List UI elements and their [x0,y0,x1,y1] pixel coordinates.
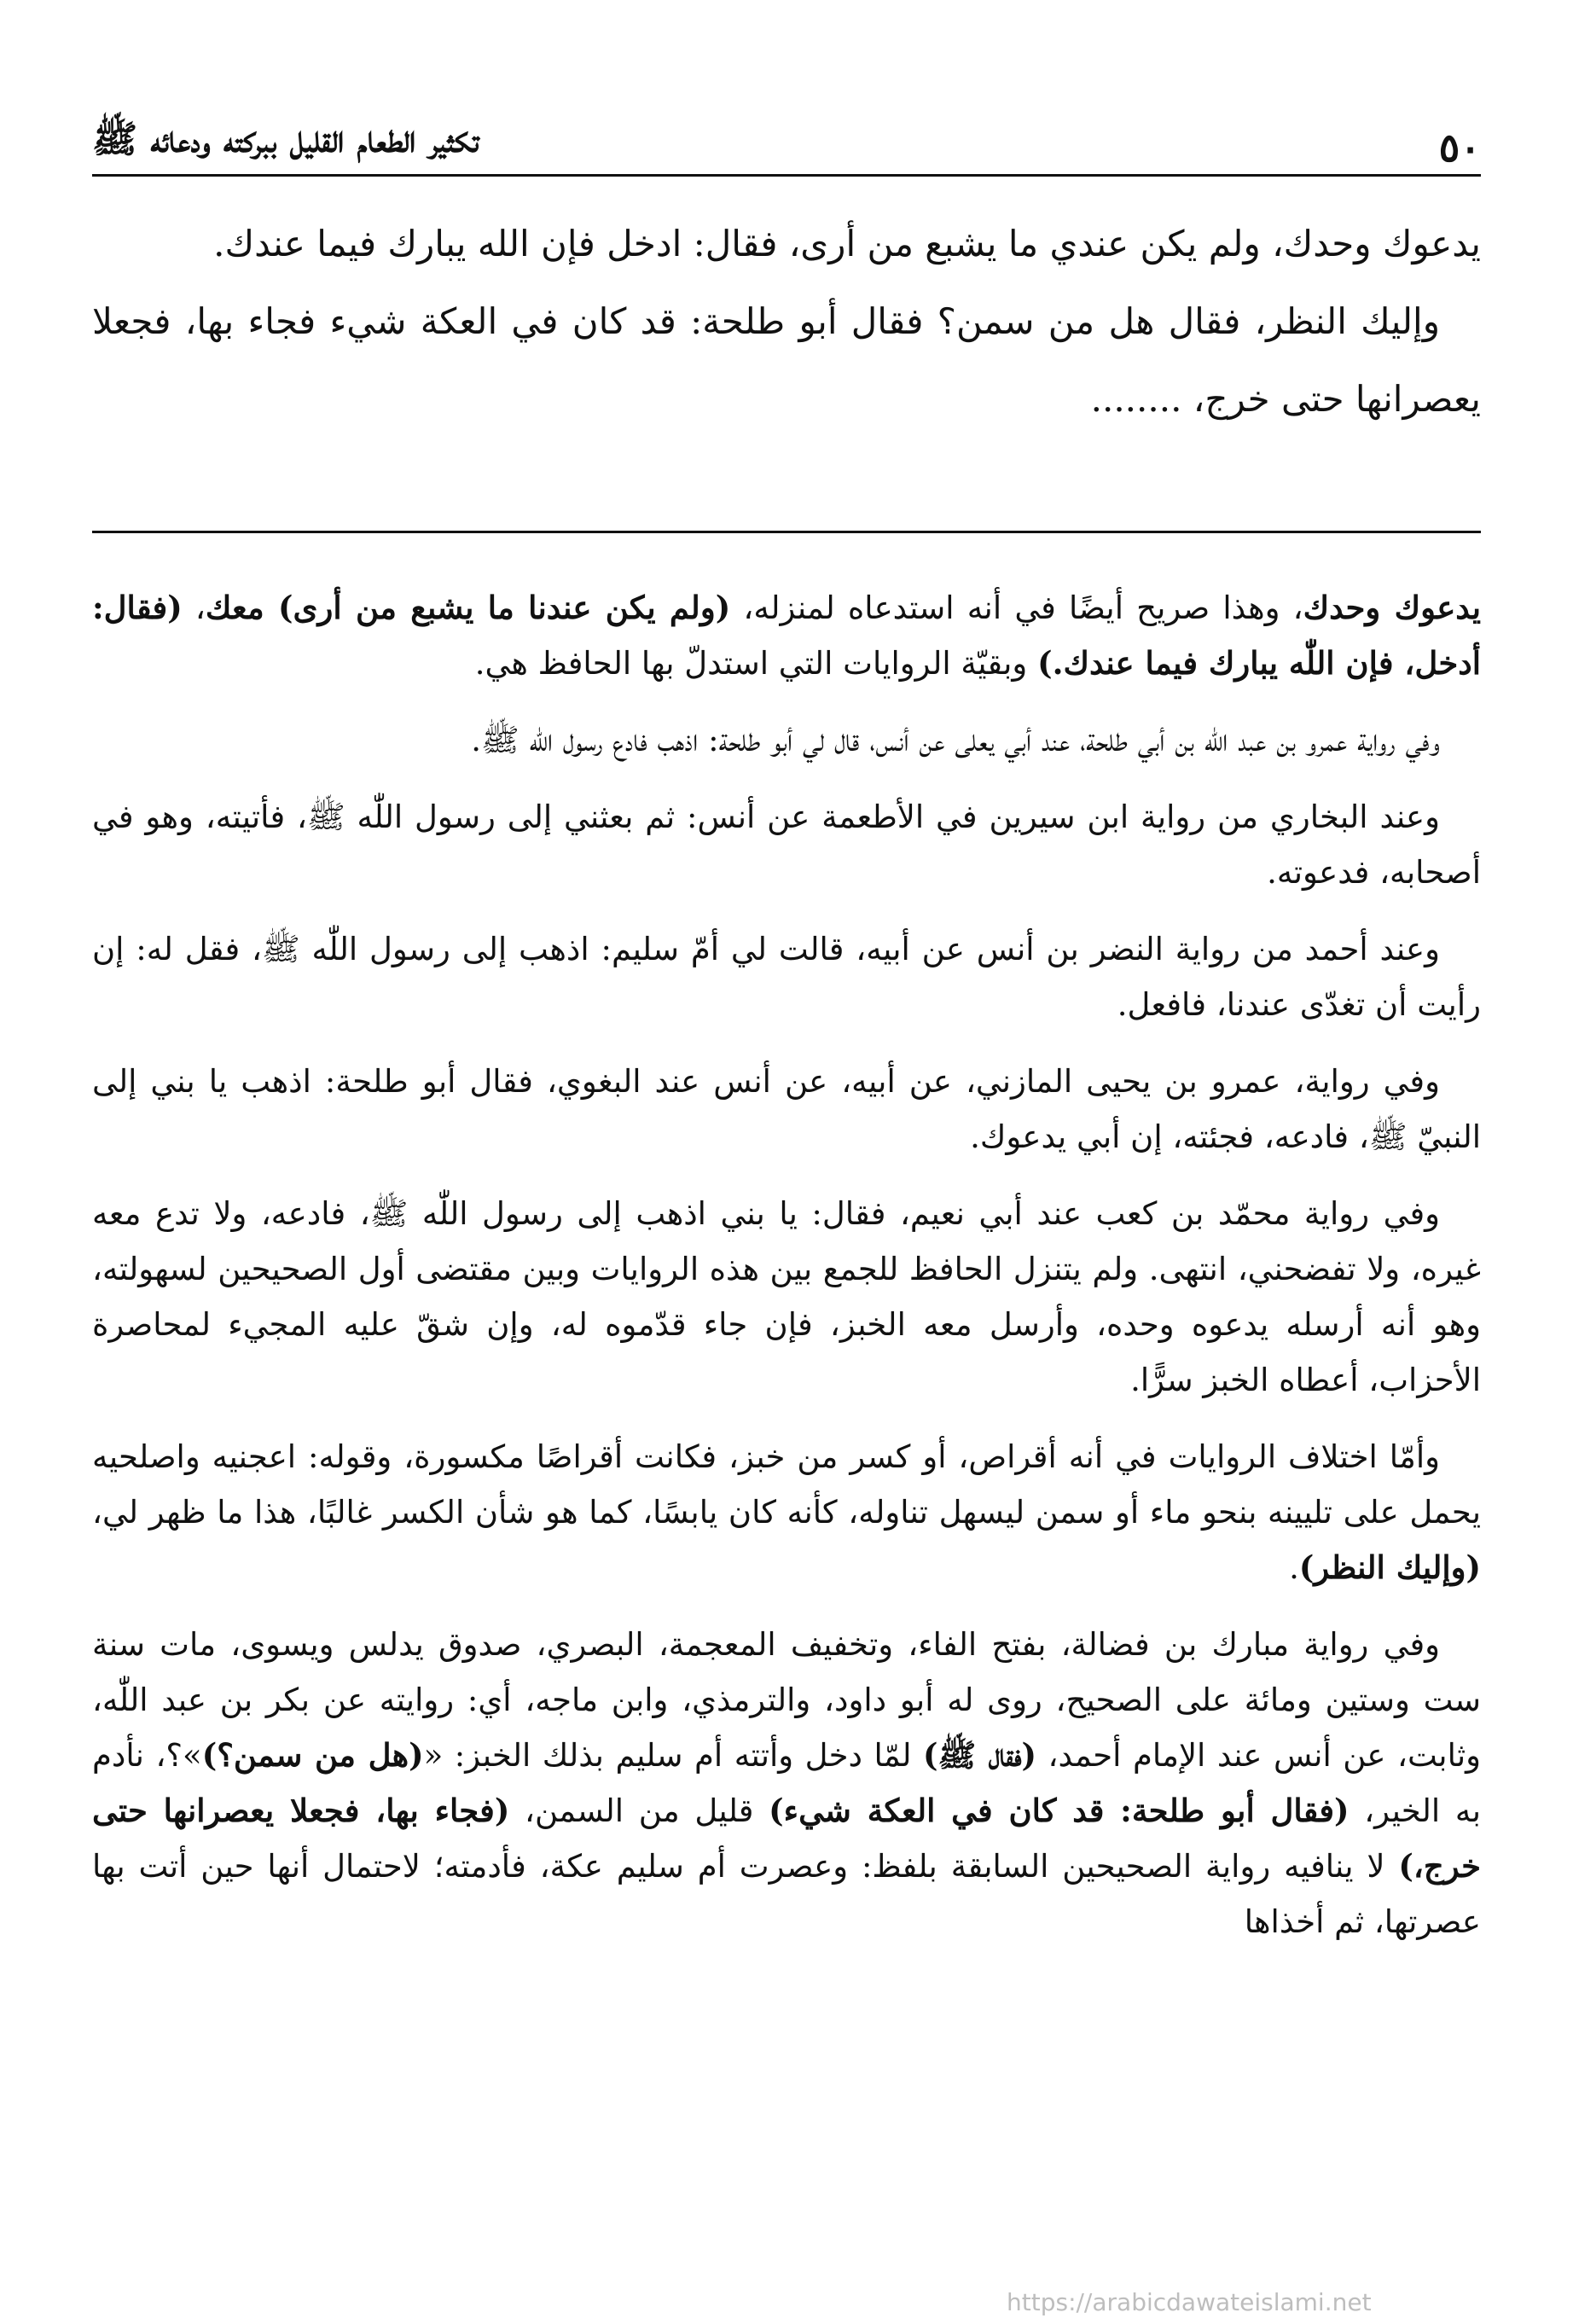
commentary-paragraph: وعند أحمد من رواية النضر بن أنس عن أبيه، قالت لي أمّ سليم: اذهب إلى رسول اللّٰه ﷺ، فقل له: إن رأيت أن تغدّى عندنا، فافعل. [92,931,1481,1023]
commentary-text: وفي رواية مبارك بن فضالة، بفتح الفاء، وتخفيف المعجمة، البصري، صدوق يدلس ويسوى، مات سنة ست وستين ومائة على الصحيح، روى له أبو داود، والترمذي، وابن ماجه، أي: روايته عن بكر بن عبد اللّٰه، وثابت، عن أنس عند الإمام أحمد، [92,1626,1482,1774]
commentary-paragraph [92,1429,1481,1595]
commentary [92,580,1481,1971]
commentary-text: لمّا دخل وأتته أم سليم بذلك الخبز: « [423,1737,923,1774]
commentary-text: ، [182,590,206,626]
page-header [92,101,1481,171]
quoted-phrase: (ولم يكن عندنا ما يشبع من أرى) معك [205,589,731,626]
quoted-phrase: يدعوك وحدك [1303,589,1482,626]
quoted-phrase: (فقال أبو طلحة: قد كان في العكة شيء) [769,1792,1350,1829]
running-title: تكثير الطعام القليل ببركته ودعائه ﷺ [92,118,479,161]
commentary-text: . [1289,1549,1299,1586]
commentary-text: وبقيّة الروايات التي استدلّ بها الحافظ هي. [474,645,1038,682]
commentary-text: لا ينافيه رواية الصحيحين السابقة بلفظ: وعصرت أم سليم عكة، فأدمته؛ لاحتمال أنها حين أتت بها عصرتها، ثم أخذاها [92,1848,1481,1940]
header-rule [92,174,1481,177]
quoted-phrase: (فقال: أدخل، فإن اللّٰه يبارك فيما عندك.) [92,589,1481,682]
commentary-paragraph [92,1617,1481,1949]
section-rule [92,531,1481,533]
source-watermark: https://arabicdawateislami.net [1007,2288,1372,2316]
commentary-paragraph [92,580,1481,691]
main-text [92,205,1481,438]
quoted-phrase: (فجاء بها، فجعلا يعصرانها حتى خرج،) [92,1792,1481,1885]
continuation-dots: ........ [1090,378,1182,420]
commentary-paragraph: وفي رواية، عمرو بن يحيى المازني، عن أبيه، عن أنس عند البغوي، فقال أبو طلحة: اذهب يا بني إلى النبيّ ﷺ، فادعه، فجئته، إن أبي يدعوك. [92,1063,1481,1155]
quoted-phrase: (هل من سمن؟) [201,1736,424,1774]
commentary-text: »؟، نأدم به الخير، [92,1737,1481,1829]
quoted-phrase: (فقال ﷺ) [922,1736,1037,1774]
commentary-paragraph: وفي رواية عمرو بن عبد اللّٰه بن أبي طلحة، عند أبي يعلى عن أنس، قال لي أبو طلحة: اذهب فادع رسول اللّٰه ﷺ. [471,722,1440,758]
matn-paragraph [92,282,1481,438]
commentary-text: وأمّا اختلاف الروايات في أنه أقراص، أو كسر من خبز، فكانت أقراصًا مكسورة، وقوله: اعجنيه واصلحيه يحمل على تليينه بنحو ماء أو سمن ليسهل تناوله، كأنه كان يابسًا، كما هو شأن الكسر غالبًا، هذا ما ظهر لي، [92,1438,1481,1531]
commentary-paragraph: وفي رواية محمّد بن كعب عند أبي نعيم، فقال: يا بني اذهب إلى رسول اللّٰه ﷺ، فادعه، ولا تدع معه غيره، ولا تفضحني، انتهى. ولم يتنزل الحافظ للجمع بين هذه الروايات وبين مقتضى أول الصحيحين لسهولته، وهو أنه أرسله يدعوه وحده، وأرسل معه الخبز، فإن جاء قدّموه له، وإن شقّ عليه المجيء لمحاصرة الأحزاب، أعطاه الخبز سرًّا. [92,1195,1481,1398]
page-number: ٥٠ [1438,125,1481,171]
matn-text: وإليك النظر، فقال هل من سمن؟ فقال أبو طلحة: قد كان في العكة شيء فجاء بها، فجعلا يعصرانها حتى خرج، [92,300,1481,420]
commentary-paragraph: وعند البخاري من رواية ابن سيرين في الأطعمة عن أنس: ثم بعثني إلى رسول اللّٰه ﷺ، فأتيته، وهو في أصحابه، فدعوته. [92,799,1481,891]
commentary-text: ، وهذا صريح أيضًا في أنه استدعاه لمنزله، [730,590,1303,626]
quoted-phrase: (وإليك النظر) [1298,1548,1481,1586]
matn-paragraph: يدعوك وحدك، ولم يكن عندي ما يشبع من أرى، فقال: ادخل فإن الله يبارك فيما عندك. [213,223,1481,264]
commentary-text: قليل من السمن، [509,1792,769,1829]
